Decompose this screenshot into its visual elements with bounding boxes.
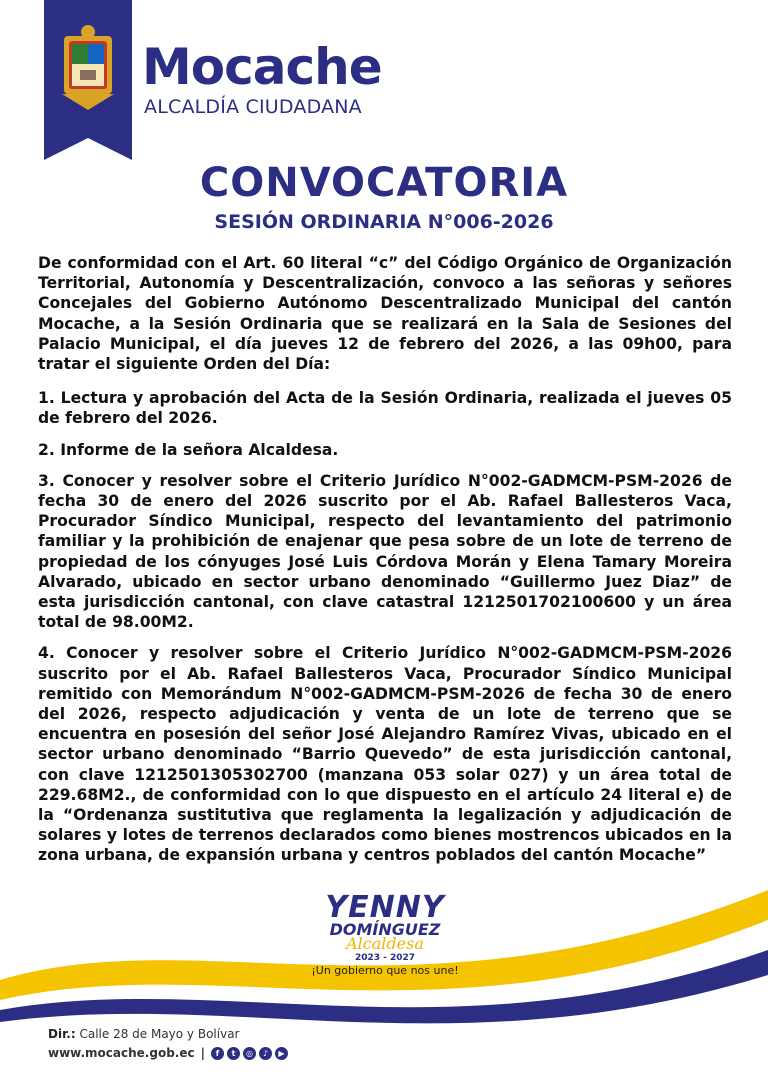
footer-address [48,1027,239,1041]
mayor-first-name: YENNY [325,890,445,925]
page-title: CONVOCATORIA [199,160,569,206]
mayor-role: Alcaldesa [346,934,424,953]
twitter-icon[interactable]: t [227,1047,240,1060]
instagram-icon[interactable]: ◎ [243,1047,256,1060]
mayor-term: 2023 - 2027 [354,953,416,963]
youtube-icon[interactable]: ▶ [275,1047,288,1060]
brand-subtitle: ALCALDÍA CIUDADANA [144,96,362,118]
address-label: Dir.: [48,1027,76,1041]
footer-separator: | [200,1046,205,1060]
agenda-item-2: 2. Informe de la señora Alcaldesa. [38,440,339,459]
social-icons [211,1047,288,1060]
session-subtitle: SESIÓN ORDINARIA N°006-2026 [214,211,554,233]
agenda-item-3: 3. Conocer y resolver sobre el Criterio Jurídico N°002-GADMCM-PSM-2026 de fecha 30 de enero del 2026 suscrito por el Ab. Rafael Ballesteros Vaca, Procurador Síndico Municipal, respecto del levantamiento del patrimonio familiar y la prohibición de enajenar que pesa sobre de un lote de terreno de propiedad de los cónyuges José Luis Córdova Morán y Elena Tamary Moreira Alvarado, ubicado en sector urbano denominado “Guillermo Juez Diaz” de esta jurisdicción cantonal, con clave catastral 1212501702100600 y un área total de 98.00M2. [38,471,732,632]
website-link[interactable]: www.mocache.gob.ec [48,1046,195,1060]
agenda-item-4: 4. Conocer y resolver sobre el Criterio Jurídico N°002-GADMCM-PSM-2026 suscrito por el Ab. Rafael Ballesteros Vaca, Procurador Síndico Municipal remitido con Memorándum N°002-GADMCM-PSM-2026 de fecha 30 de enero del 2026, respecto adjudicación y venta de un lote de terreno que se encuentra en posesión del señor José Alejandro Ramírez Vivas, ubicado en el sector urbano denominado “Barrio Quevedo” de esta jurisdicción cantonal, con clave 1212501305302700 (manzana 053 solar 027) y un área total de 229.68M2., de conformidad con lo que dispuesto en el artículo 24 literal e) de la “Ordenanza sustitutiva que reglamenta la legalización y adjudicación de solares y lotes de terrenos declarados como bienes mostrencos ubicados en la zona urbana, de expansión urbana y centros poblados del cantón Mocache” [38,644,732,865]
agenda-item-1: 1. Lectura y aprobación del Acta de la Sesión Ordinaria, realizada el jueves 05 de febrero del 2026. [38,389,732,428]
mayor-signature-logo [320,890,450,963]
footer-web [48,1046,288,1060]
facebook-icon[interactable]: f [211,1047,224,1060]
municipal-seal-icon [58,22,118,114]
slogan: ¡Un gobierno que nos une! [311,964,459,977]
intro-paragraph: De conformidad con el Art. 60 literal “c” del Código Orgánico de Organización Territorial, Autonomía y Descentralización, convoco a las señoras y señores Concejales del Gobierno Autónomo Descentralizado Municipal del cantón Mocache, a la Sesión Ordinaria que se realizará en la Sala de Sesiones del Palacio Municipal, el día jueves 12 de febrero del 2026, a las 09h00, para tratar el siguiente Orden del Día: [38,254,732,374]
tiktok-icon[interactable]: ♪ [259,1047,272,1060]
brand-name: Mocache [142,38,382,96]
document-body [38,253,732,877]
mayor-last-name: DOMÍNGUEZ [329,920,441,939]
address-text: Calle 28 de Mayo y Bolívar [79,1027,240,1041]
